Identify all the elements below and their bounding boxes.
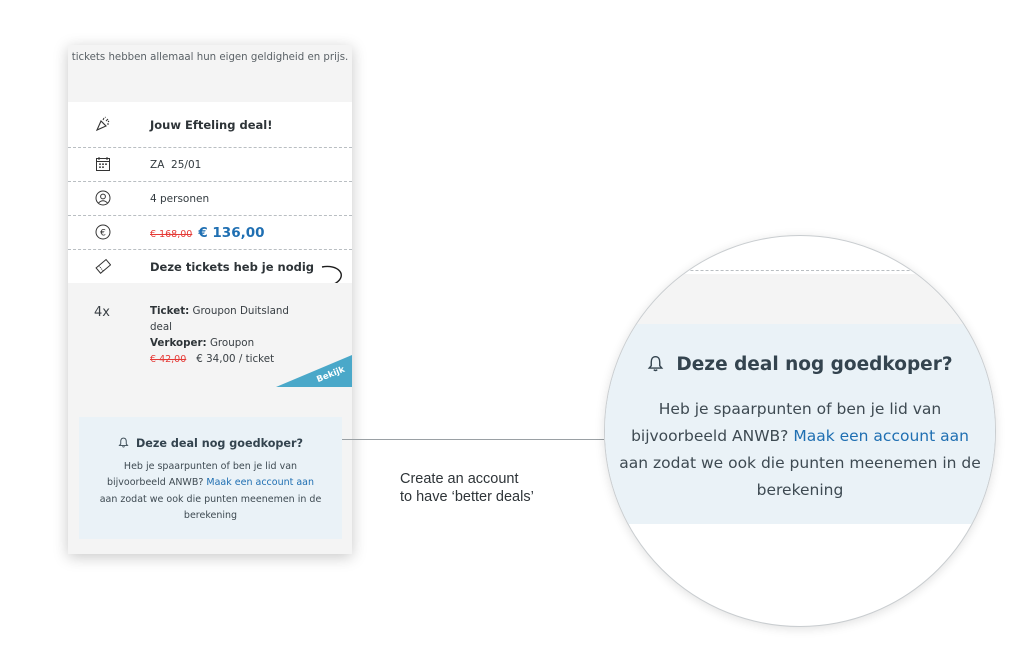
magnified-ticket-area — [605, 274, 995, 324]
date-value: ZA 25/01 — [150, 158, 202, 171]
magnified-line-4: berekening — [756, 481, 844, 499]
intro-text: tickets hebben allemaal hun eigen geldigheid en prijs. — [71, 52, 349, 63]
person-icon — [95, 190, 111, 206]
deal-row — [68, 102, 352, 147]
seller-label: Verkoper: — [150, 337, 207, 349]
create-account-link[interactable]: Maak een account aan — [206, 477, 315, 489]
promo-line-1: Heb je spaarpunten of ben je lid van — [123, 461, 298, 472]
promo-title: Deze deal nog goedkoper? — [135, 437, 303, 450]
magnified-line-3: aan zodat we ook die punten meenemen in de — [619, 454, 981, 472]
calendar-icon — [95, 156, 111, 172]
ticket-name-line — [150, 305, 289, 317]
promo-body — [95, 459, 326, 524]
euro-icon — [95, 224, 111, 240]
magnified-create-account-link[interactable]: Maak een account aan — [793, 427, 969, 445]
magnified-promo-body — [613, 396, 987, 504]
phone-screen — [68, 45, 352, 554]
promo-line-2 — [95, 475, 326, 491]
magnified-promo-title-line — [605, 354, 995, 375]
caption-line-1: Create an account — [400, 471, 519, 487]
caption-line-2: to have ‘better deals’ — [400, 489, 534, 505]
bell-icon — [647, 355, 664, 372]
new-price: € 136,00 — [198, 224, 265, 241]
svg-text:€: € — [100, 228, 106, 239]
promo-line-3: aan zodat we ook die punten meenemen in de — [99, 493, 322, 505]
ticket-icon — [95, 258, 111, 274]
seller-line — [150, 337, 254, 349]
ticket-old-price: € 42,00 — [150, 354, 187, 365]
date-row — [68, 148, 352, 181]
ticket-price: € 34,00 / ticket — [196, 353, 275, 365]
magnified-line-1: Heb je spaarpunten of ben je lid van — [658, 400, 942, 418]
promo-box — [79, 417, 342, 539]
ticket-value: Groupon Duitsland — [189, 305, 289, 317]
tickets-needed-title: Deze tickets heb je nodig — [150, 259, 315, 274]
ticket-label: Ticket: — [150, 305, 190, 317]
annotation-caption — [400, 470, 534, 506]
magnified-line-2-text: bijvoorbeeld ANWB? — [631, 427, 794, 445]
magnified-promo-title: Deze deal nog goedkoper? — [676, 354, 953, 375]
ticket-card[interactable] — [68, 283, 352, 387]
magnifier-zoom — [604, 235, 996, 627]
bell-icon — [118, 437, 129, 448]
ticket-price-line — [150, 353, 274, 365]
party-popper-icon — [95, 116, 111, 132]
promo-line-2-text: bijvoorbeeld ANWB? — [106, 477, 207, 489]
old-price: € 168,00 — [150, 228, 193, 240]
divider — [605, 270, 995, 271]
price-group — [150, 225, 265, 241]
connector-line — [342, 439, 604, 440]
deal-title: Jouw Efteling deal! — [150, 117, 273, 132]
magnified-line-2 — [613, 423, 987, 450]
deal-summary — [68, 102, 352, 283]
ticket-value-cont: deal — [150, 321, 173, 333]
ticket-quantity: 4x — [94, 305, 110, 320]
promo-title-line — [79, 437, 342, 450]
people-count: 4 personen — [150, 192, 210, 205]
bekijk-label[interactable]: Bekijk — [315, 364, 346, 386]
people-row — [68, 182, 352, 215]
seller-value: Groupon — [206, 337, 255, 349]
price-row — [68, 216, 352, 249]
promo-line-4: berekening — [183, 509, 238, 521]
